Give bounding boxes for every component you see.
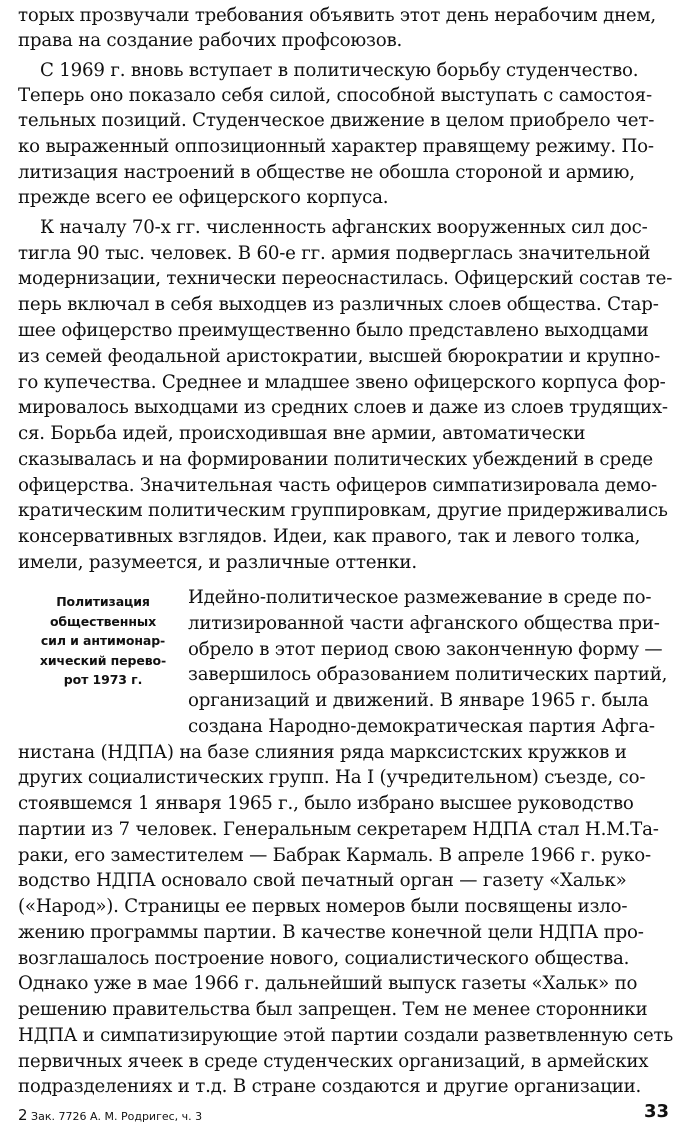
text-line: НДПА и симпатизирующие этой партии создали разветвленную сеть bbox=[18, 1025, 673, 1046]
text-line: ся. Борьба идей, происходившая вне армии, автоматически bbox=[18, 423, 586, 444]
signature-mark: 2 bbox=[18, 1106, 28, 1124]
section-sidebar-heading bbox=[24, 592, 182, 690]
sidebar-heading-line: сил и антимонар- bbox=[40, 633, 166, 648]
text-line: возглашалось построение нового, социалистического общества. bbox=[18, 948, 630, 969]
text-line: кратическим политическим группировкам, другие придерживались bbox=[18, 500, 668, 521]
text-line: Идейно-политическое размежевание в среде по- bbox=[188, 587, 652, 608]
text-line: консервативных взглядов. Идеи, как правого, так и левого толка, bbox=[18, 526, 641, 547]
signature-text: Зак. 7726 А. М. Родригес, ч. 3 bbox=[31, 1110, 203, 1123]
sidebar-heading-line: хический перево- bbox=[39, 652, 167, 668]
text-line: перь включал в себя выходцев из различных слоев общества. Стар- bbox=[18, 294, 659, 315]
text-line: права на создание рабочих профсоюзов. bbox=[18, 30, 403, 51]
text-line: Теперь оно показало себя силой, способной выступать с самостоя- bbox=[18, 85, 652, 106]
text-line: обрело в этот период свою законченную форму — bbox=[188, 639, 663, 660]
text-line: подразделениях и т.д. В стране создаются и другие организации. bbox=[18, 1076, 642, 1097]
text-line: литизация настроений в обществе не обошла стороной и армию, bbox=[18, 162, 635, 183]
text-line: партии из 7 человек. Генеральным секретарем НДПА стал Н.М.Та- bbox=[18, 819, 659, 840]
text-line: тельных позиций. Студенческое движение в целом приобрело чет- bbox=[18, 110, 655, 131]
text-line: сказывалась и на формировании политических убеждений в среде bbox=[18, 449, 653, 470]
sidebar-heading-line: общественных bbox=[49, 613, 157, 629]
text-line: торых прозвучали требования объявить этот день нерабочим днем, bbox=[18, 5, 656, 26]
text-line: прежде всего ее офицерского корпуса. bbox=[18, 187, 389, 208]
text-line: ко выраженный оппозиционный характер правящему режиму. По- bbox=[18, 136, 654, 157]
printer-signature bbox=[18, 1106, 202, 1124]
text-line: («Народ»). Страницы ее первых номеров были посвящены изло- bbox=[18, 896, 628, 917]
text-line: из семей феодальной аристократии, высшей бюрократии и крупно- bbox=[18, 346, 661, 367]
text-line: первичных ячеек в среде студенческих организаций, в армейских bbox=[18, 1051, 649, 1072]
page-number: 33 bbox=[643, 1101, 669, 1122]
text-line: стоявшемся 1 января 1965 г., было избрано высшее руководство bbox=[18, 793, 634, 814]
text-line: К началу 70-х гг. численность афганских вооруженных сил дос- bbox=[40, 217, 648, 238]
sidebar-heading-line: рот 1973 г. bbox=[63, 672, 143, 687]
text-line: тигла 90 тыс. человек. В 60-е гг. армия подверглась значительной bbox=[18, 243, 651, 264]
text-line: нистана (НДПА) на базе слияния ряда марксистских кружков и bbox=[18, 742, 627, 763]
sidebar-heading-line: Политизация bbox=[56, 594, 150, 609]
text-line: офицерства. Значительная часть офицеров симпатизировала демо- bbox=[18, 475, 657, 496]
text-line: организаций и движений. В январе 1965 г. была bbox=[188, 690, 649, 711]
text-line: завершилось образованием политических партий, bbox=[188, 664, 668, 685]
text-line: мировалось выходцами из средних слоев и даже из слоев трудящих- bbox=[18, 397, 668, 418]
text-line: шее офицерство преимущественно было представлено выходцами bbox=[18, 320, 649, 341]
text-line: раки, его заместителем — Бабрак Кармаль. В апреле 1966 г. руко- bbox=[18, 845, 651, 866]
text-line: жению программы партии. В качестве конечной цели НДПА про- bbox=[18, 922, 644, 943]
text-line: го купечества. Среднее и младшее звено офицерского корпуса фор- bbox=[18, 372, 666, 393]
text-line: создана Народно-демократическая партия Афга- bbox=[188, 716, 655, 737]
text-line: других социалистических групп. На I (учредительном) съезде, со- bbox=[18, 767, 646, 788]
text-line: С 1969 г. вновь вступает в политическую борьбу студенчество. bbox=[40, 60, 639, 81]
text-line: литизированной части афганского общества при- bbox=[188, 613, 660, 634]
text-line: Однако уже в мае 1966 г. дальнейший выпуск газеты «Хальк» по bbox=[18, 973, 638, 994]
text-line: имели, разумеется, и различные оттенки. bbox=[18, 552, 417, 573]
text-line: решению правительства был запрещен. Тем не менее сторонники bbox=[18, 999, 648, 1020]
text-line: модернизации, технически переоснастилась. Офицерский состав те- bbox=[18, 268, 673, 289]
text-line: водство НДПА основало свой печатный орган — газету «Хальк» bbox=[18, 870, 627, 891]
